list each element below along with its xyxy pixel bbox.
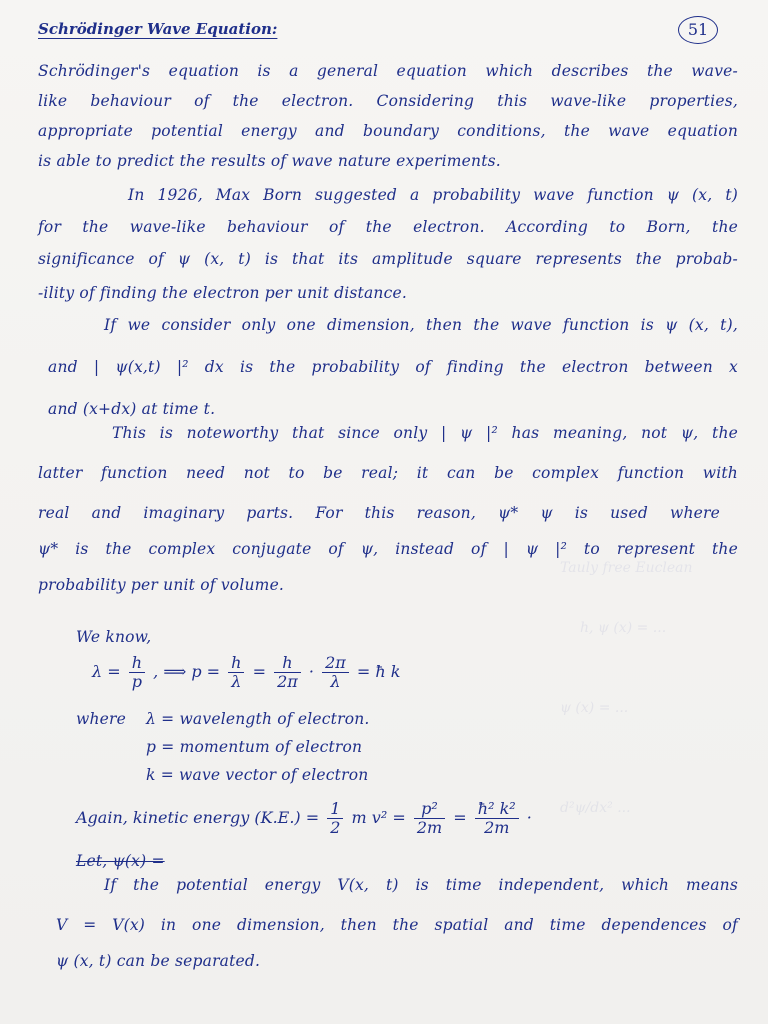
text-line: appropriate potential energy and boundary conditions, the wave equation [38,122,738,140]
text-line: ψ (x, t) can be separated. [56,952,261,970]
fraction-p2-over-2m [414,800,445,837]
definition-k: k = wave vector of electron [146,766,369,784]
text-line: where [76,710,127,728]
numerator: h [129,654,145,673]
text-line: V = V(x) in one dimension, then the spatial and time dependences of [56,916,738,934]
eq-term: · [526,808,532,827]
notebook-page: Tauly free Euclean h, ψ (x) = ... ψ (x) = ... d²ψ/dx² ... Schrödinger Wave Equation: 51 Schrödinger's equation is a general equation which describes the wave- like behaviour of the electron. Considering this wave-like properties, appropriate potential energy and boundary conditions, the wave equation is able to predict the results of wave nature experiments. In 1926, Max Born suggested a probability wave function ψ (x, t) for the wave-like behaviour of the electron. According to Born, the significance of ψ (x, t) is that its amplitude square represents the probab- -ility of finding the electron per unit distance. If we consider only one dimension, then the wave function is ψ (x, t), and | ψ(x,t) |² dx is the probability of finding the electron between x and (x+dx) at time t. This is noteworthy that since only | ψ |² has meaning, not ψ, the latter function need not to be real; it can be complex function with real and imaginary parts. For this reason, ψ* ψ is used where ψ* is the complex conjugate of ψ, instead of | ψ |² to represent the probability per unit of volume. We know, λ = $\frac{h}{p}$ , ⟹ p = $\frac{h}{\lambda}$ = $\frac{h}{2\pi}$ · $\frac{2\pi}{\lambda}$ = ħ k where λ = wavelength of electron. p = momentum of electron k = wave vector of electron Again, kinetic energy (K.E.) = $\frac{1}{2}$ m v² = $\frac{\text{p²}}{2m}$ = $\frac{\text{ħ² k²}}{2m}$ · Let, ψ(x) = If the potential energy V(x, t) is time independent, which means V = V(x) in one dimension, then the spatial and time dependences of ψ (x, t) can be separated. [0,0,768,1024]
eq-term: = [252,662,266,681]
denominator: 2m [416,818,443,837]
text-line: ψ* is the complex conjugate of ψ, instead of | ψ |² to represent the [38,540,738,558]
text-line: and (x+dx) at time t. [48,400,216,418]
eq-term: · [308,662,314,681]
eq-term: m v² = [351,808,406,827]
fraction-h-over-2pi [274,654,301,691]
numerator: h [274,654,301,673]
text-line: latter function need not to be real; it can be complex function with [38,464,738,482]
fraction-hbar2k2-over-2m [475,800,519,837]
fraction-h-over-p [129,654,145,691]
eq-term: = ħ k [356,662,401,681]
text-line: If the potential energy V(x, t) is time independent, which means [104,876,738,894]
page-title: Schrödinger Wave Equation: [38,20,278,38]
numerator: 1 [327,800,343,819]
fraction-one-half [327,800,343,837]
fraction-h-over-lambda [228,654,244,691]
denominator: λ [231,672,242,691]
text-line: We know, [76,628,152,646]
text-line: If we consider only one dimension, then the wave function is ψ (x, t), [104,316,738,334]
denominator: 2π [277,672,298,691]
eq-term: λ = [92,662,121,681]
denominator: p [131,672,143,691]
eq-term: Again, kinetic energy (K.E.) = [76,808,320,827]
text-line: is able to predict the results of wave nature experiments. [38,152,501,170]
equation-de-broglie [92,654,400,691]
denominator: λ [330,672,341,691]
text-line: significance of ψ (x, t) is that its amplitude square represents the probab- [38,250,738,268]
text-line: real and imaginary parts. For this reason, ψ* ψ is used where [38,504,720,522]
fraction-2pi-over-lambda [322,654,349,691]
numerator: ħ² k² [475,800,519,819]
numerator: h [228,654,244,673]
text-line: In 1926, Max Born suggested a probability wave function ψ (x, t) [128,186,738,204]
text-line: and | ψ(x,t) |² dx is the probability of finding the electron between x [48,358,738,376]
definition-p: p = momentum of electron [146,738,363,756]
text-line: probability per unit of volume. [38,576,285,594]
text-line: This is noteworthy that since only | ψ |² has meaning, not ψ, the [112,424,738,442]
struck-text: Let, ψ(x) = [76,852,165,870]
denominator: 2m [484,818,510,837]
eq-term: = [453,808,467,827]
text-line: Schrödinger's equation is a general equation which describes the wave- [38,62,738,80]
denominator: 2 [330,818,341,837]
eq-term: , ⟹ p = [153,662,221,681]
text-line: -ility of finding the electron per unit distance. [38,284,407,302]
definition-lambda: λ = wavelength of electron. [146,710,370,728]
page-number: 51 [678,16,718,44]
text-line: like behaviour of the electron. Considering this wave-like properties, [38,92,738,110]
equation-kinetic-energy [76,800,532,837]
text-line: for the wave-like behaviour of the electron. According to Born, the [38,218,738,236]
numerator: p² [414,800,445,819]
numerator: 2π [322,654,349,673]
